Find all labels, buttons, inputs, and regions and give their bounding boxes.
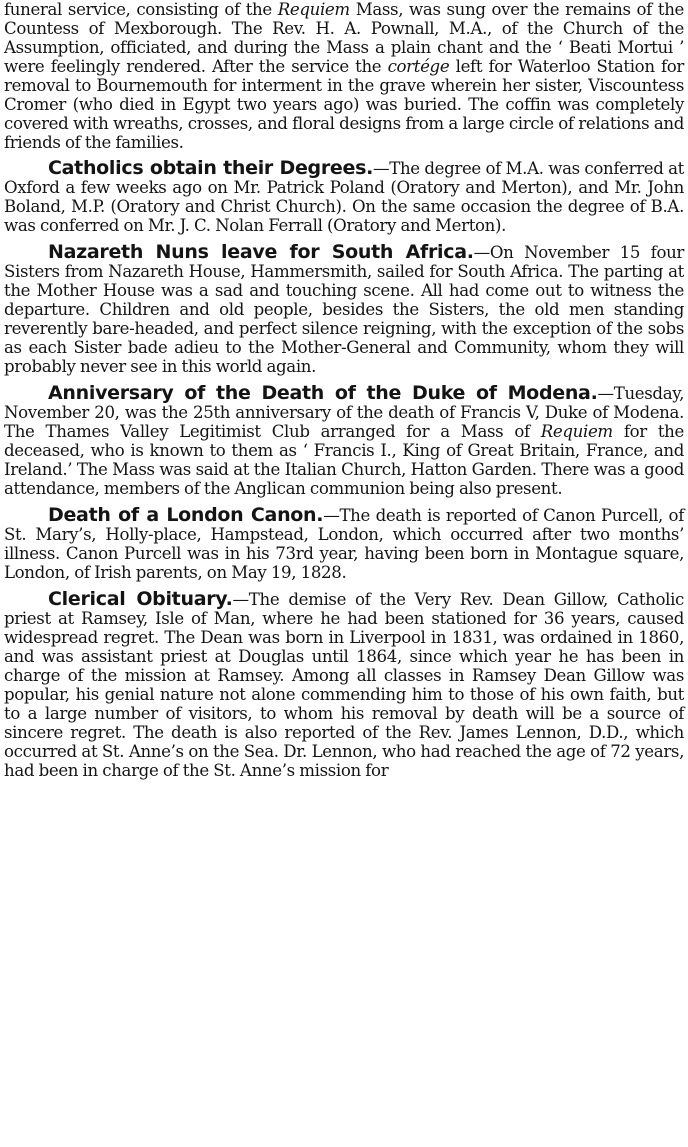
article-catholic-degrees (4, 159, 684, 235)
article-body: —The degree of M.A. was conferred at Oxford a few weeks ago on Mr. Patrick Poland (Oratory and Merton), and Mr. John Boland, M.P. (Oratory and Christ Church). On the same occasion the degree of B.A. was conferred on Mr. J. C. Nolan Ferrall (Oratory and Merton). (4, 159, 684, 235)
article-london-canon (4, 506, 684, 582)
funeral-text-requiem: Requiem (277, 0, 350, 19)
article-nazareth-nuns (4, 243, 684, 376)
article-heading: Death of a London Canon. (48, 504, 324, 526)
article-paragraph (4, 506, 684, 582)
article-body-part-2: for the deceased, who is known to them as ‘ Francis I., King of Great Britain, France, and Ireland.’ The Mass was said at the Italian Church, Hatton Garden. There was a good attendance, members of the Anglican communion being also present. (4, 422, 684, 498)
article-heading: Catholics obtain their Degrees. (48, 157, 373, 179)
article-duke-of-modena (4, 384, 684, 498)
article-paragraph (4, 243, 684, 376)
article-clerical-obituary (4, 590, 684, 780)
funeral-continuation-paragraph (4, 0, 684, 152)
funeral-text-part-3: left for Waterloo Station for removal to Bournemouth for interment in the grave wherein her sister, Viscountess Cromer (who died in Egypt two years ago) was buried. The coffin was completely covered with wreaths, crosses, and floral designs from a large circle of relations and friends of the families. (4, 57, 684, 152)
article-body: —The demise of the Very Rev. Dean Gillow, Catholic priest at Ramsey, Isle of Man, where he had been stationed for 36 years, caused widespread regret. The Dean was born in Liverpool in 1831, was ordained in 1860, and was assistant priest at Douglas until 1864, since which year he has been in charge of the mission at Ramsey. Among all classes in Ramsey Dean Gillow was popular, his genial nature not alone commending him to those of his own faith, but to a large number of visitors, to whom his removal by death will be a source of sincere regret. The death is also reported of the Rev. James Lennon, D.D., which occurred at St. Anne’s on the Sea. Dr. Lennon, who had reached the age of 72 years, had been in charge of the St. Anne’s mission for (4, 590, 684, 780)
article-body: —The death is reported of Canon Purcell, of St. Mary’s, Holly-place, Hampstead, London, which occurred after two months’ illness. Canon Purcell was in his 73rd year, having been born in Montague square, London, of Irish parents, on May 19, 1828. (4, 506, 684, 582)
article-body: —On November 15 four Sisters from Nazareth House, Hammersmith, sailed for South Africa. The parting at the Mother House was a sad and touching scene. All had come out to witness the departure. Children and old people, besides the Sisters, the old men standing reverently bare-headed, and perfect silence reigning, with the exception of the sobs as each Sister bade adieu to the Mother-General and Community, whom they will probably never see in this world again. (4, 243, 685, 376)
funeral-text-cortege: cortége (387, 57, 450, 76)
article-paragraph (4, 384, 684, 498)
article-body-part-1: —Tuesday, November 20, was the 25th anniversary of the death of Francis V, Duke of Modena. The Thames Valley Legitimist Club arranged for a Mass of (4, 384, 684, 441)
article-body-requiem: Requiem (540, 422, 613, 441)
article-paragraph (4, 159, 684, 235)
article-heading: Nazareth Nuns leave for South Africa. (48, 241, 474, 263)
article-heading: Anniversary of the Death of the Duke of Modena. (48, 382, 598, 404)
article-paragraph (4, 590, 684, 780)
funeral-text-part-1: funeral service, consisting of the (4, 0, 278, 19)
funeral-text-part-2: Mass, was sung over the remains of the Countess of Mexborough. The Rev. H. A. Pownall, M.A., of the Church of the Assumption, officiated, and during the Mass a plain chant and the ‘ Beati Mortui ’ were feelingly rendered. After the service the (4, 0, 684, 76)
article-heading: Clerical Obituary. (48, 588, 233, 610)
